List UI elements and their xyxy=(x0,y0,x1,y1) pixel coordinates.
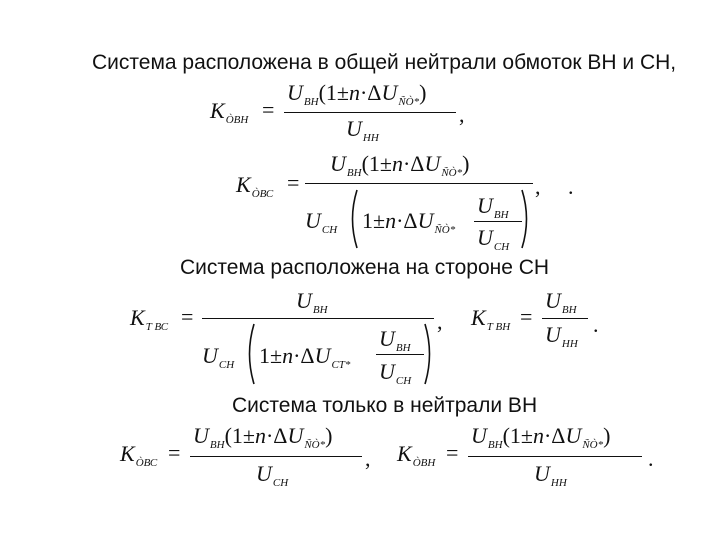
k-symbol: $K_{ÒВС}$ xyxy=(236,172,274,200)
main-fraction-bar xyxy=(305,183,533,184)
right-paren xyxy=(520,188,532,250)
k-symbol: $K_{ÒВС}$ xyxy=(120,441,158,469)
fraction-bar xyxy=(284,112,456,113)
fraction-bar xyxy=(190,456,362,457)
k-symbol: $K_{Т ВН}$ xyxy=(471,305,511,333)
denominator: $U_{НН}$ xyxy=(534,461,567,489)
k-symbol: $K_{ÒВН}$ xyxy=(210,98,249,126)
fraction-bar xyxy=(542,318,588,319)
comma: , xyxy=(437,309,443,334)
main-fraction-bar xyxy=(202,318,434,319)
equals-sign: = xyxy=(520,304,533,329)
inner-fraction-bar xyxy=(474,221,522,222)
period: . xyxy=(568,174,574,199)
denominator: $U_{СН}$ xyxy=(256,461,289,489)
equals-sign: = xyxy=(262,97,275,122)
comma: , xyxy=(459,102,465,127)
heading-vn-neutral: Система только в нейтрали ВН xyxy=(232,394,538,417)
right-paren xyxy=(423,322,435,386)
left-paren xyxy=(347,188,359,250)
denominator-inner: $1\pm n\cdot\Delta U_{ÑÒ*}$ xyxy=(362,208,456,236)
k-symbol: $K_{Т ВС}$ xyxy=(130,305,169,333)
equals-sign: = xyxy=(168,440,181,465)
numerator: $U_{ВН}$ xyxy=(296,288,328,316)
left-paren xyxy=(244,322,256,386)
equals-sign: = xyxy=(446,440,459,465)
numerator: $U_{ВН}(1\pm n\cdot\Delta U_{ÑÒ*})$ xyxy=(471,423,611,451)
comma: , xyxy=(365,446,371,471)
denominator-inner: $1\pm n\cdot\Delta U_{СТ*}$ xyxy=(259,343,351,371)
equals-sign: = xyxy=(287,170,300,195)
denominator-u-sn: $U_{СН}$ xyxy=(202,343,235,371)
denominator: $U_{НН}$ xyxy=(346,116,379,144)
fraction-bar xyxy=(468,456,642,457)
inner-numerator: $U_{ВН}$ xyxy=(477,193,509,221)
numerator: $U_{ВН}$ xyxy=(545,288,577,316)
comma: , xyxy=(535,174,541,199)
numerator: $U_{ВН}(1\pm n\cdot\Delta U_{ÑÒ*})$ xyxy=(287,80,427,108)
period: . xyxy=(593,312,599,337)
denominator-u-sn: $U_{СН}$ xyxy=(305,208,338,236)
k-symbol: $K_{ÒВН}$ xyxy=(397,441,436,469)
inner-denominator: $U_{СН}$ xyxy=(477,225,510,253)
heading-sn-side: Система расположена на стороне СН xyxy=(180,256,550,279)
inner-fraction-bar xyxy=(376,354,424,355)
inner-denominator: $U_{СН}$ xyxy=(379,359,412,387)
heading-common-neutral: Система расположена в общей нейтрали обмоток ВН и СН, xyxy=(92,51,677,74)
inner-numerator: $U_{ВН}$ xyxy=(379,326,411,354)
numerator: $U_{ВН}(1\pm n\cdot\Delta U_{ÑÒ*})$ xyxy=(330,151,470,179)
denominator: $U_{НН}$ xyxy=(545,322,578,350)
equals-sign: = xyxy=(181,304,194,329)
numerator: $U_{ВН}(1\pm n\cdot\Delta U_{ÑÒ*})$ xyxy=(193,423,333,451)
period: . xyxy=(648,446,654,471)
